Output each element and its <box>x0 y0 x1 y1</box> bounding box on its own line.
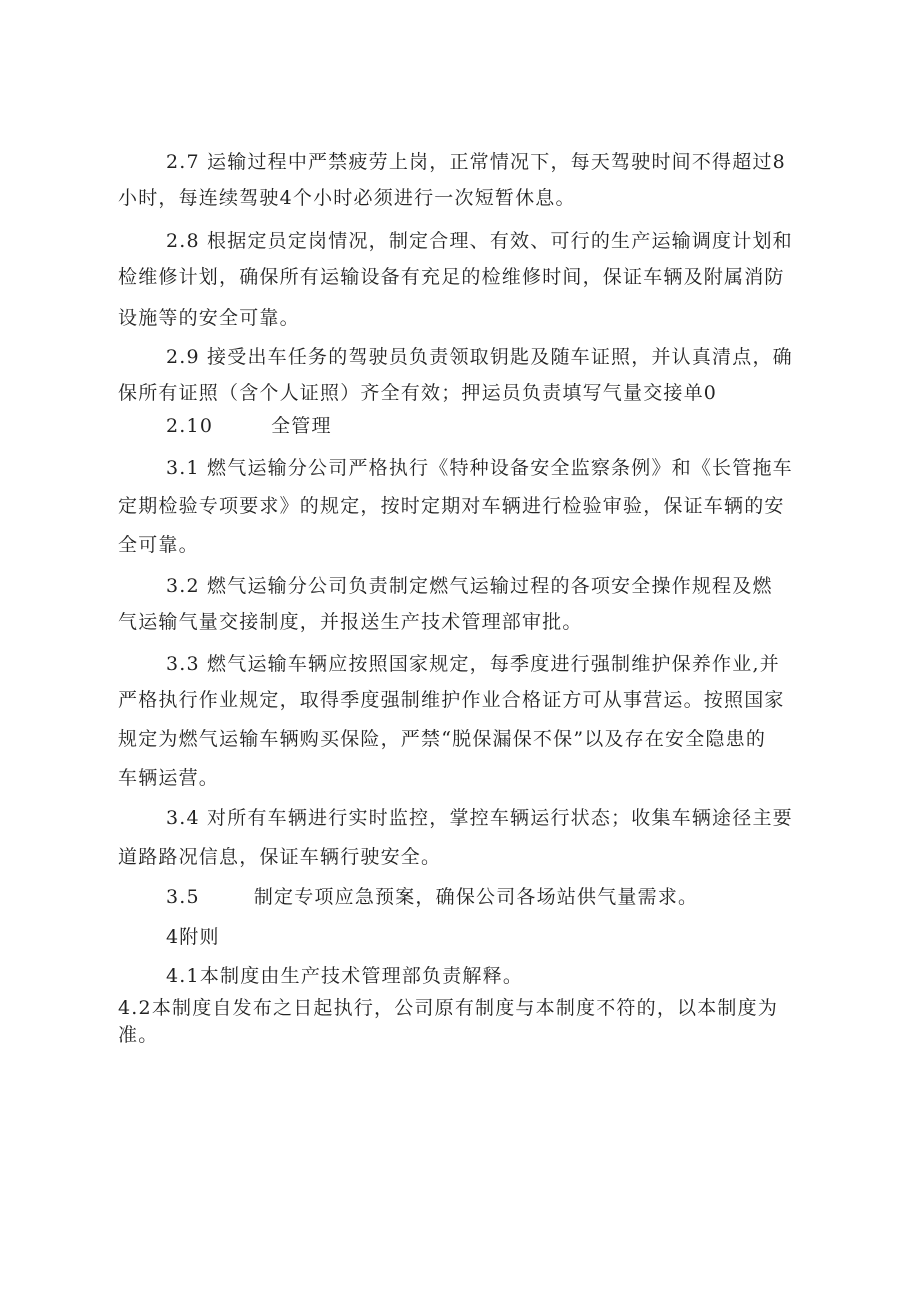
para-2-10-number: 2.10 <box>166 415 214 437</box>
para-2-10 <box>166 414 332 438</box>
para-3-3-line-1: 3.3 燃气运输车辆应按照国家规定，每季度进行强制维护保养作业,并 <box>166 653 780 675</box>
para-3-5-number: 3.5 <box>166 886 200 908</box>
para-3-3-line-2: 严格执行作业规定，取得季度强制维护作业合格证方可从事营运。按照国家 <box>118 689 785 711</box>
para-3-5-title: 制定专项应急预案，确保公司各场站供气量需求。 <box>253 886 699 908</box>
para-2-9-line-1: 2.9 接受出车任务的驾驶员负责领取钥匙及随车证照，并认真清点，确 <box>166 346 793 368</box>
para-3-2-line-1: 3.2 燃气运输分公司负责制定燃气运输过程的各项安全操作规程及燃 <box>166 575 773 597</box>
section-4-heading: 4附则 <box>166 926 220 948</box>
para-3-5 <box>166 885 698 909</box>
para-3-1-line-2: 定期检验专项要求》的规定，按时定期对车辆进行检验审验，保证车辆的安 <box>118 495 785 517</box>
para-3-3-line-3: 规定为燃气运输车辆购买保险，严禁“脱保漏保不保”以及存在安全隐患的 <box>118 728 767 750</box>
para-2-7-line-1: 2.7 运输过程中严禁疲劳上岗，正常情况下，每天驾驶时间不得超过8 <box>166 151 786 173</box>
para-3-3-line-4: 车辆运营。 <box>118 767 220 789</box>
para-3-1-line-3: 全可靠。 <box>118 534 199 556</box>
para-4-2-line-1: 4.2本制度自发布之日起执行，公司原有制度与本制度不符的，以本制度为 <box>118 997 779 1019</box>
para-2-9-line-2: 保所有证照（含个人证照）齐全有效；押运员负责填写气量交接单0 <box>118 382 718 404</box>
para-3-1-line-1: 3.1 燃气运输分公司严格执行《特种设备安全监察条例》和《长管拖车 <box>166 457 793 479</box>
para-3-4-line-2: 道路路况信息，保证车辆行驶安全。 <box>118 846 442 868</box>
para-3-2-line-2: 气运输气量交接制度，并报送生产技术管理部审批。 <box>118 611 583 633</box>
para-2-8-line-1: 2.8 根据定员定岗情况，制定合理、有效、可行的生产运输调度计划和 <box>166 230 793 252</box>
para-2-8-line-3: 设施等的安全可靠。 <box>118 307 300 329</box>
para-2-10-title: 全管理 <box>271 415 332 437</box>
para-4-1: 4.1本制度由生产技术管理部负责解释。 <box>166 965 524 987</box>
para-2-7-line-2: 小时，每连续驾驶4个小时必须进行一次短暂休息。 <box>118 187 576 209</box>
para-2-8-line-2: 检维修计划，确保所有运输设备有充足的检维修时间，保证车辆及附属消防 <box>118 266 785 288</box>
para-3-4-line-1: 3.4 对所有车辆进行实时监控，掌控车辆运行状态；收集车辆途径主要 <box>166 807 793 829</box>
para-4-2-line-2: 准。 <box>118 1024 159 1046</box>
